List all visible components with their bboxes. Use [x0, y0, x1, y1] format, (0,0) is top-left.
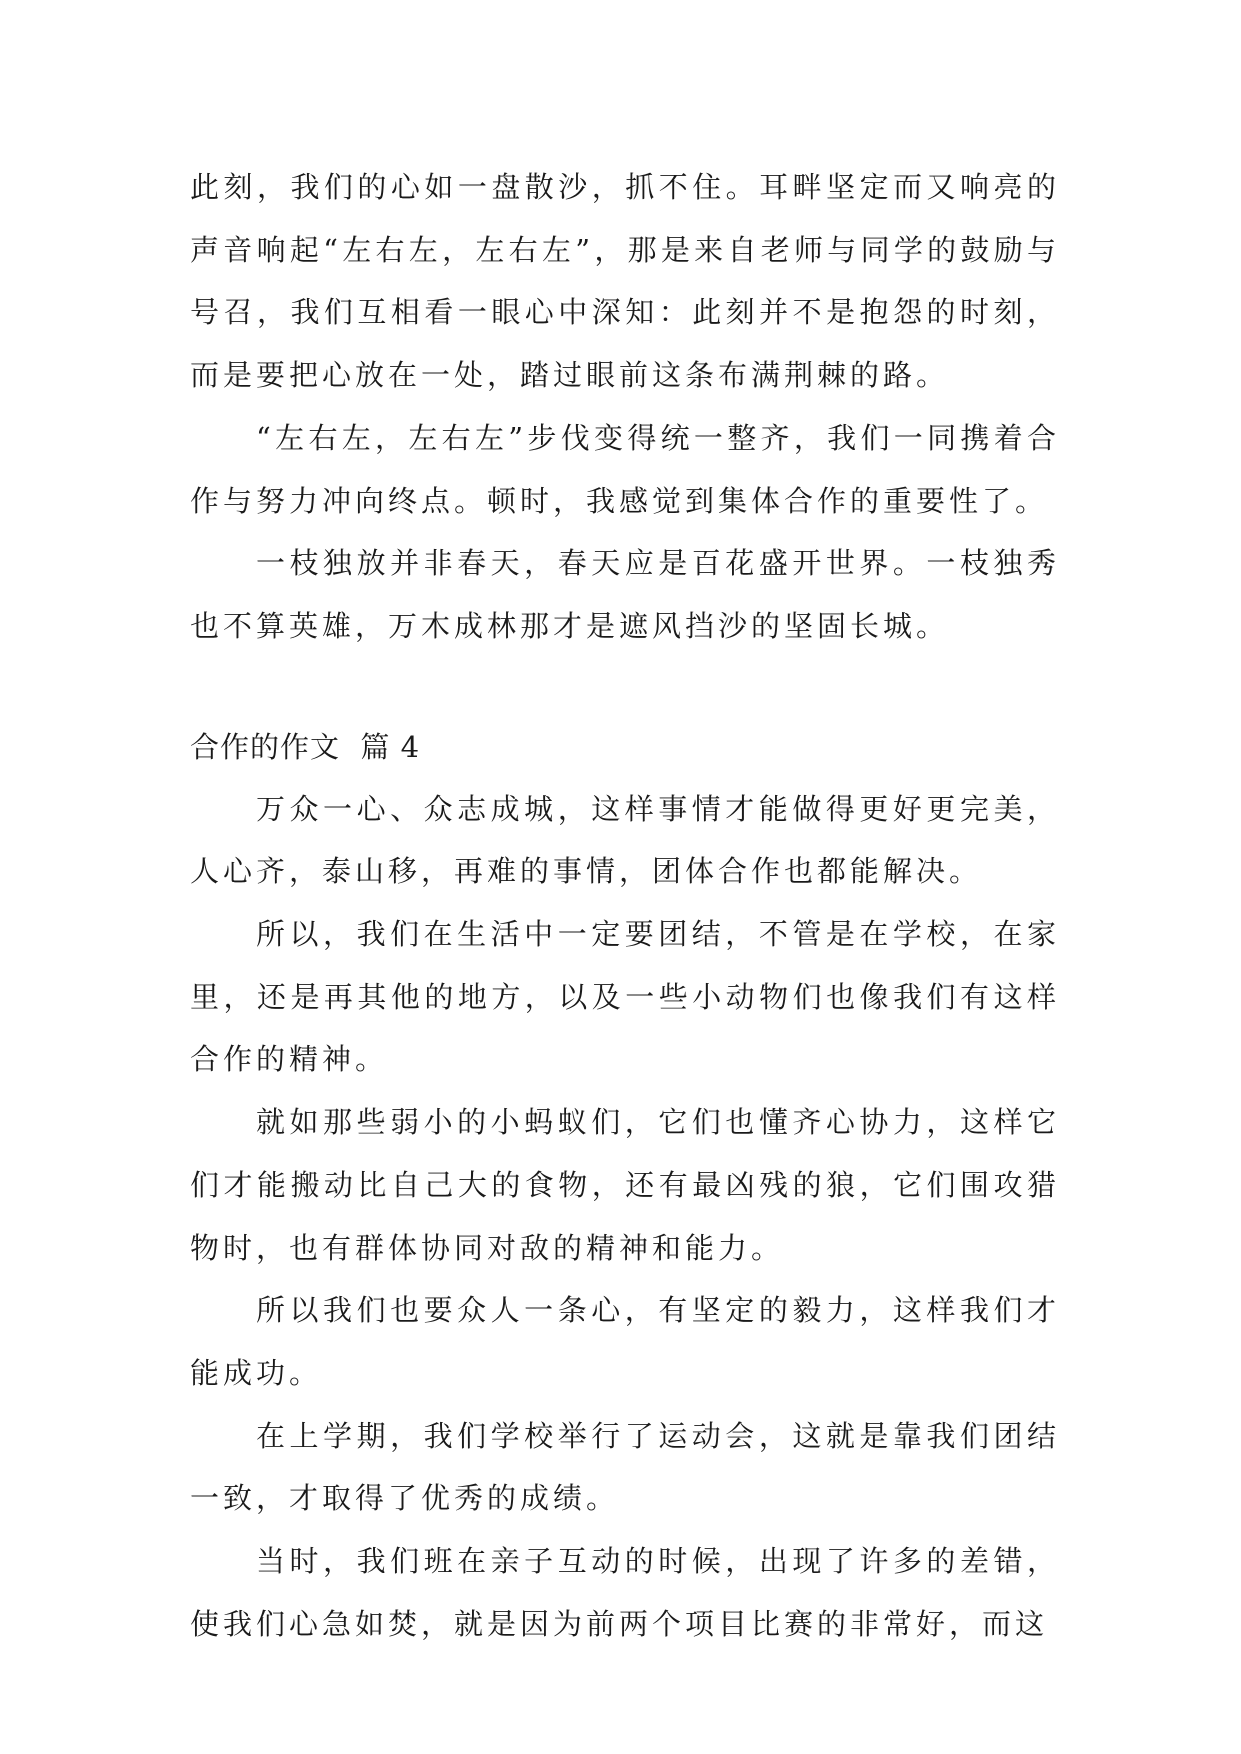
paragraph: 万众一心、众志成城，这样事情才能做得更好更完美，人心齐，泰山移，再难的事情，团体合作也都能解决。 [190, 791, 1060, 889]
paragraph-continued: 此刻，我们的心如一盘散沙，抓不住。耳畔坚定而又响亮的声音响起“左右左，左右左”，那是来自老师与同学的鼓励与号召，我们互相看一眼心中深知：此刻并不是抱怨的时刻，而是要把心放在一处，踏过眼前这条布满荆棘的路。 [190, 170, 1060, 393]
section-heading: 合作的作文 篇 4 [190, 729, 421, 764]
paragraph: 当时，我们班在亲子互动的时候，出现了许多的差错，使我们心急如焚，就是因为前两个项目比赛的非常好，而这 [190, 1544, 1060, 1641]
paragraph: 在上学期，我们学校举行了运动会，这就是靠我们团结一致，才取得了优秀的成绩。 [190, 1418, 1060, 1516]
paragraph: 所以，我们在生活中一定要团结，不管是在学校，在家里，还是再其他的地方，以及一些小动物们也像我们有这样合作的精神。 [190, 917, 1060, 1077]
document-body [190, 156, 1060, 1655]
paragraph: 一枝独放并非春天，春天应是百花盛开世界。一枝独秀也不算英雄，万木成林那才是遮风挡沙的坚固长城。 [190, 546, 1060, 643]
paragraph: 就如那些弱小的小蚂蚁们，它们也懂齐心协力，这样它们才能搬动比自己大的食物，还有最凶残的狼，它们围攻猎物时，也有群体协同对敌的精神和能力。 [190, 1105, 1060, 1265]
paragraph: 所以我们也要众人一条心，有坚定的毅力，这样我们才能成功。 [190, 1293, 1060, 1390]
paragraph: “左右左，左右左”步伐变得统一整齐，我们一同携着合作与努力冲向终点。顿时，我感觉到集体合作的重要性了。 [190, 420, 1060, 518]
